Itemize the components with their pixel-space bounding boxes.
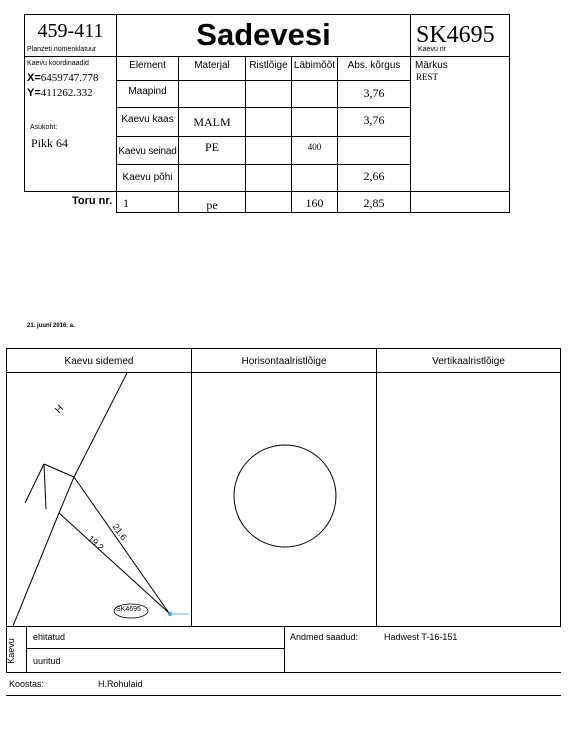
row-material: PE [204, 140, 219, 154]
coordinate-y-value: 411262.332 [40, 87, 93, 99]
well-number-label: Kaevu nr [418, 46, 447, 53]
page-title: Sadevesi [196, 17, 331, 52]
pipe-label: Toru nr. [72, 195, 113, 207]
document-date: 21. juuni 2016. a. [27, 323, 75, 329]
panel-title-vertical: Vertikaalristlõige [432, 356, 505, 367]
footer-surveyed-label: uuritud [33, 656, 61, 666]
well-label: SK4695 [116, 606, 141, 613]
author-label: Koostas: [9, 679, 45, 689]
remark-value: REST [416, 72, 439, 82]
row-element: Kaevu seinad [118, 146, 177, 157]
coordinate-x [27, 72, 99, 84]
column-header-diameter: Läbimõõt [293, 60, 336, 71]
horizontal-section-drawing [192, 373, 376, 626]
nomenclature-value: 459-411 [37, 20, 104, 42]
row-element: Maapind [128, 86, 167, 97]
row-diameter: 400 [307, 142, 322, 152]
row-element: Kaevu põhi [122, 172, 173, 183]
well-number: SK4695 [416, 22, 495, 48]
well-point-icon [168, 612, 172, 616]
address-label: Asukoht: [30, 124, 58, 131]
dimension-label: 19.2 [85, 533, 106, 553]
pipe-diameter: 160 [305, 196, 324, 210]
coordinate-y [27, 87, 93, 99]
well-circle [234, 445, 336, 547]
row-height: 2,66 [363, 169, 385, 183]
dimension-label: 21.6 [110, 521, 129, 543]
author-value: H.Rohulaid [98, 679, 143, 689]
footer-built-label: ehitatud [33, 632, 66, 642]
row-height: 3,76 [363, 113, 385, 127]
pipe-number: 1 [123, 196, 129, 210]
coordinate-x-value: 6459747.778 [40, 72, 99, 84]
column-header-material: Materjal [194, 60, 230, 71]
coordinate-x-prefix: X= [27, 72, 41, 84]
coordinates-label: Kaevu koordinaadid [27, 60, 89, 67]
row-material: MALM [193, 115, 231, 129]
row-height: 3,76 [363, 86, 385, 100]
nomenclature-label: Planzeti nomenklatuur [27, 46, 97, 53]
footer-side-label: Kaevu [6, 638, 16, 664]
data-source-value: Hadwest T-16-151 [384, 632, 458, 642]
column-header-element: Element [129, 60, 166, 71]
pipe-material: pe [206, 198, 218, 212]
panel-title-connections: Kaevu sidemed [64, 356, 134, 367]
panel-title-horizontal: Horisontaalristlõige [241, 356, 327, 367]
column-header-remark: Märkus [415, 60, 448, 71]
pipe-height: 2,85 [363, 196, 385, 210]
coordinate-y-prefix: Y= [27, 87, 41, 99]
column-header-height: Abs. kõrgus [347, 60, 401, 71]
address-value: Pikk 64 [31, 136, 69, 150]
connections-sketch [7, 373, 191, 626]
data-source-label: Andmed saadud: [290, 632, 359, 642]
house-label: H [53, 403, 67, 416]
row-element: Kaevu kaas [121, 114, 174, 125]
column-header-section: Ristlõige [249, 60, 288, 71]
